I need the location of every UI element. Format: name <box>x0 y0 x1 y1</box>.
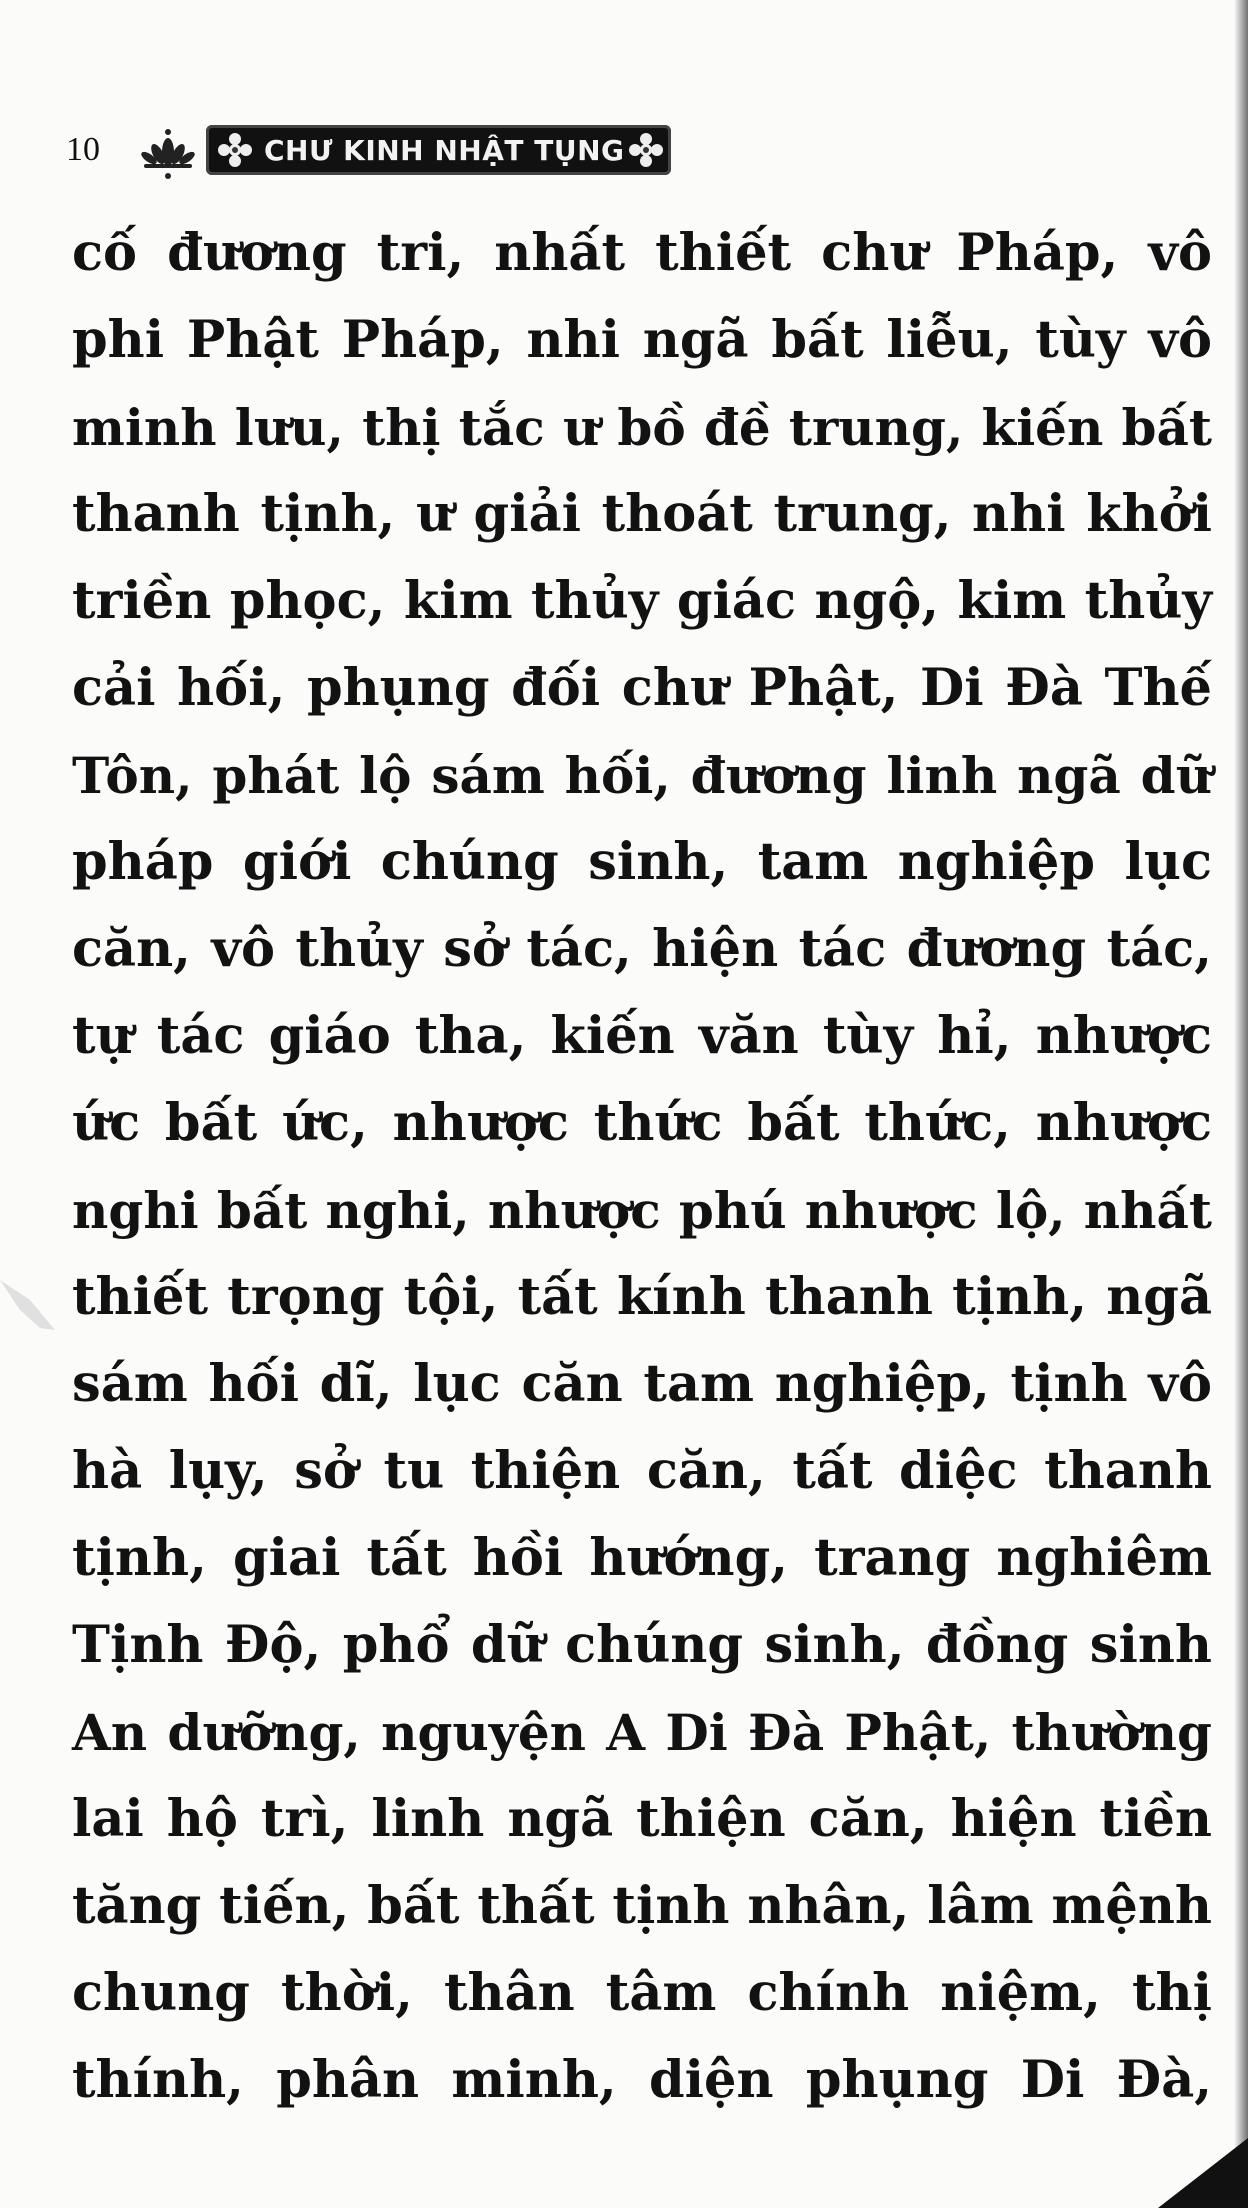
lotus-ornament-icon <box>136 118 200 182</box>
text-line: tăng tiến, bất thất tịnh nhân, lâm mệnh <box>72 1876 1212 1936</box>
text-line: Tịnh Độ, phổ dữ chúng sinh, đồng sinh <box>72 1615 1212 1675</box>
text-line: Tôn, phát lộ sám hối, đương linh ngã dữ <box>72 746 1212 805</box>
text-line: tự tác giáo tha, kiến văn tùy hỉ, nhược <box>72 1006 1212 1066</box>
text-line: ức bất ức, nhược thức bất thức, nhược <box>72 1093 1212 1153</box>
text-line: triền phọc, kim thủy giác ngộ, kim thủy <box>72 571 1212 631</box>
text-line: hà lụy, sở tu thiện căn, tất diệc thanh <box>72 1441 1212 1501</box>
page-number: 10 <box>66 131 100 168</box>
title-banner <box>206 125 671 175</box>
text-line: minh lưu, thị tắc ư bồ đề trung, kiến bất <box>72 398 1212 457</box>
page-corner-shadow <box>1158 2138 1248 2208</box>
text-line: phi Phật Pháp, nhi ngã bất liễu, tùy vô <box>72 310 1212 370</box>
text-line: lai hộ trì, linh ngã thiện căn, hiện tiền <box>72 1789 1212 1849</box>
text-line: An dưỡng, nguyện A Di Đà Phật, thường <box>72 1703 1212 1762</box>
text-line: nghi bất nghi, nhược phú nhược lộ, nhất <box>72 1181 1212 1240</box>
text-line: tịnh, giai tất hồi hướng, trang nghiêm <box>72 1528 1212 1588</box>
sutra-body-text <box>72 210 1212 2124</box>
page-edge-shadow <box>1234 0 1248 2208</box>
flower-right-icon <box>627 131 665 169</box>
running-header <box>66 118 671 182</box>
flower-left-icon <box>216 131 254 169</box>
book-title: CHƯ KINH NHẬT TỤNG <box>264 133 625 167</box>
text-line: pháp giới chúng sinh, tam nghiệp lục <box>72 832 1212 892</box>
text-line: chung thời, thân tâm chính niệm, thị <box>72 1963 1212 2023</box>
text-line: căn, vô thủy sở tác, hiện tác đương tác, <box>72 919 1212 979</box>
text-line: cố đương tri, nhất thiết chư Pháp, vô <box>72 223 1212 283</box>
text-line: thính, phân minh, diện phụng Di Đà, <box>72 2050 1212 2110</box>
text-line: thiết trọng tội, tất kính thanh tịnh, ngã <box>72 1267 1212 1327</box>
margin-smudge-mark <box>0 1270 70 1350</box>
text-line: thanh tịnh, ư giải thoát trung, nhi khởi <box>72 484 1212 544</box>
text-line: cải hối, phụng đối chư Phật, Di Đà Thế <box>72 658 1212 718</box>
text-line: sám hối dĩ, lục căn tam nghiệp, tịnh vô <box>72 1354 1212 1414</box>
